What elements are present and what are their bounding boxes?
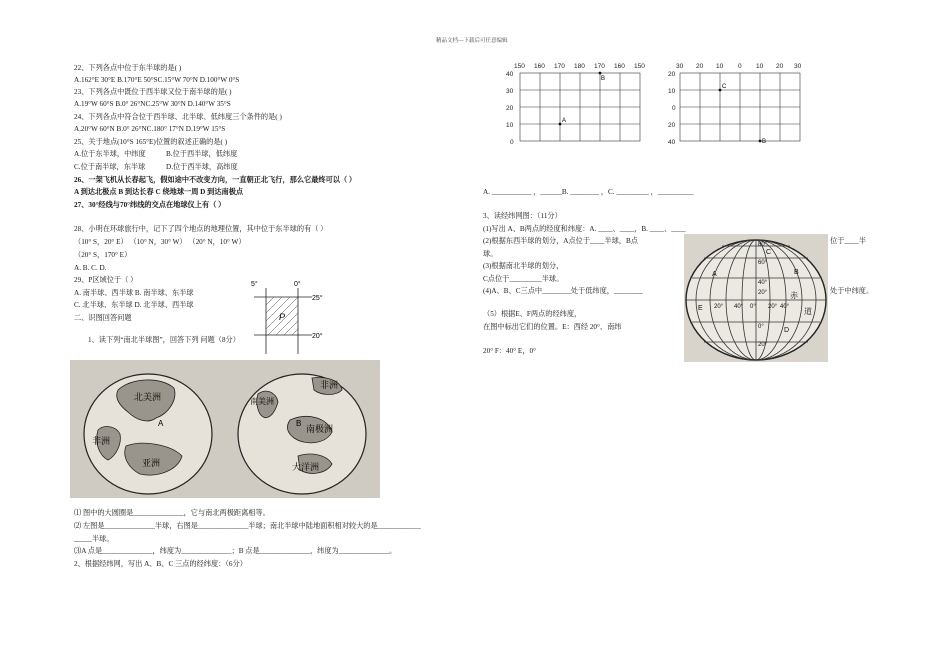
grid1-top-label: 170: [594, 63, 605, 70]
question-1-part-1: ⑴ 图中的大圆圈是______________，它与南北两极距离相等。: [74, 509, 270, 517]
label-oceania: 大洋洲: [292, 462, 320, 472]
grid2-point-b: [759, 140, 762, 143]
question-2-title: 2、根据经纬网，写出 A、B、C 三点的经纬度：（6分）: [74, 560, 247, 568]
globe-lat-label: 80°: [758, 242, 768, 248]
point-a-label: A: [158, 419, 164, 428]
grid1-top-label: 160: [614, 63, 625, 70]
question-3-title: 3、读经纬网图：（11分）: [483, 212, 562, 220]
globe-lon-label: 40°: [780, 304, 790, 310]
p-region-figure: [248, 278, 332, 356]
question-1-part-2: ⑵ 左图是______________半球，右图是______________半球；南北半球中陆地面积相对较大的是____________: [74, 522, 421, 530]
label-south-america: 南美洲: [250, 397, 274, 406]
grid2-top-label: 30: [794, 63, 802, 70]
question-23-options: A.19°W 60°S B.0° 26°NC.25°W 30°N D.140°W 35°S: [74, 100, 231, 108]
p-lon-label-left: 5°: [251, 281, 258, 288]
globe-lon-label: 40°: [734, 304, 744, 310]
question-3-part-5b: 在图中标出它们的位置。E：西经 20°、南纬: [483, 323, 622, 331]
globe-equator-label-1: 赤: [790, 291, 798, 300]
grid1-left-label: 0: [510, 139, 514, 146]
question-3-part-5: （5）根据E、F两点的经纬度，: [483, 310, 582, 318]
globe-grid-image: [684, 234, 828, 362]
hemisphere-maps-image: [70, 360, 380, 498]
globe-lon-label: 20°: [768, 304, 778, 310]
grid1-left-label: 20: [506, 105, 514, 112]
globe-lon-label: 20°: [714, 304, 724, 310]
globe-point-a: A: [712, 271, 717, 278]
p-lat-label-bottom: 20°: [312, 333, 323, 340]
question-3-part-3: (3)根据南北半球的划分，: [483, 262, 564, 270]
globe-point-b: B: [794, 269, 799, 276]
grid1-top-label: 180: [574, 63, 585, 70]
grid2-top-label: 30: [676, 63, 684, 70]
grid2-top-label: 10: [716, 63, 724, 70]
grid1-point-b-label: B: [601, 76, 606, 82]
grid1-left-label: 40: [506, 71, 514, 78]
question-1-part-3: ⑶A 点是______________，纬度为______________；B 点是______________，纬度为______________。: [74, 547, 397, 555]
question-25-option-c: C.位于南半球，东半球: [74, 163, 146, 171]
question-29-options-ab: A. 南半球、西半球 B. 南半球、东半球: [74, 289, 194, 297]
question-27: 27、30°经线与70°纬线的交点在地球仪上有（ ）: [74, 201, 226, 209]
grid2-left-label: 20: [668, 71, 676, 78]
lat-lon-grid-1: [500, 60, 660, 148]
globe-lat-label: 20°: [758, 290, 768, 296]
grid1-left-label: 10: [506, 122, 514, 129]
grid2-point-b-label: B: [762, 139, 767, 145]
globe-equator-label-2: 道: [804, 307, 812, 316]
globe-lon-label: 0°: [750, 304, 756, 310]
question-24-options: A.20°W 60°N B.0° 26°NC.180° 17°N D.19°W 15°S: [74, 125, 226, 133]
label-asia: 亚洲: [142, 458, 161, 468]
grid1-point-b: [599, 72, 602, 75]
grid2-point-c-label: C: [722, 84, 727, 90]
label-africa-right: 非洲: [320, 380, 339, 390]
point-b-label: B: [296, 419, 302, 428]
grid2-left-label: 10: [668, 88, 676, 95]
question-24: 24、下列各点中符合位于西半球、北半球、低纬度三个条件的是( ): [74, 113, 282, 121]
grid2-point-c: [719, 89, 722, 92]
question-3-part-4-right: 处于中纬度。: [830, 287, 874, 295]
label-antarctica: 南极洲: [306, 424, 334, 434]
question-3-part-4: (4)A、B、C三点中________处于低纬度，________: [483, 287, 643, 295]
question-28-options: A. B. C. D.: [74, 264, 107, 272]
question-22: 22、下列各点中位于东半球的是( ): [74, 64, 182, 72]
p-lat-label-top: 25°: [312, 295, 323, 302]
globe-point-d: D: [784, 327, 790, 334]
question-25: 25、关于地点(10°S 165°E)位置的叙述正确的是( ): [74, 138, 228, 146]
section-2-title: 二、识图回答问题: [74, 314, 132, 322]
grid1-point-a-label: A: [562, 118, 567, 124]
grid2-top-label: 20: [696, 63, 704, 70]
globe-point-c: C: [766, 249, 772, 256]
question-26: 26、一架飞机从长春起飞，假如途中不改变方向，一直朝正北飞行，那么它最终可以（ ）: [74, 176, 357, 184]
question-22-options: A.162°E 30°E B.170°E 50°SC.15°W 70°N D.100°W 0°S: [74, 76, 240, 84]
grid1-point-a: [559, 123, 562, 126]
grid1-top-label: 150: [634, 63, 645, 70]
p-lon-label-right: 0°: [294, 281, 301, 288]
globe-lat-label: 20°: [758, 342, 768, 348]
grid1-top-label: 170: [554, 63, 565, 70]
question-29: 29、P区域位于（ ）: [74, 276, 138, 284]
question-3-part-2b: 球。: [483, 250, 498, 258]
globe-lat-label: 60°: [758, 260, 768, 266]
question-23: 23、下列各点中既位于西半球又位于南半球的是( ): [74, 88, 232, 96]
question-3-part-2-right: 位于____半: [830, 237, 866, 245]
question-28-points-2: （20° S，170° E）: [74, 251, 132, 259]
question-25-option-d: D.位于西半球，高纬度: [166, 163, 238, 171]
question-28: 28、小明在环球旅行中，记下了四个地点的地理位置，其中位于东半球的有（ ）: [74, 225, 328, 233]
grid1-left-label: 30: [506, 88, 514, 95]
question-25-option-a: A.位于东半球，中纬度: [74, 150, 146, 158]
question-29-options-cd: C. 北半球、东半球 D. 北半球、西半球: [74, 301, 194, 309]
question-1-title: 1、读下列“南北半球图”，回答下列 问题（8分）: [88, 336, 240, 344]
grid1-top-label: 160: [534, 63, 545, 70]
globe-lat-label: 40°: [758, 280, 768, 286]
question-3-part-2: (2)根据东西半球的划分，A点位于____半球，B点: [483, 237, 638, 245]
lat-lon-grid-2: [664, 60, 806, 148]
label-north-america: 北美洲: [134, 392, 162, 402]
page-header: 精品文档---下载后可任意编辑: [436, 38, 508, 44]
question-3-part-1: (1)写出 A、B两点的经度和纬度：A. ____、____，B. ____、____: [483, 225, 686, 233]
grid1-top-label: 150: [514, 63, 525, 70]
grid2-left-label: 20: [668, 122, 676, 129]
grid2-top-label: 10: [756, 63, 764, 70]
globe-lat-label: 0°: [758, 324, 764, 330]
grid2-top-label: 0: [738, 63, 742, 70]
answer-line: A. ___________ ，______B. ________ ，C. _________ ，__________: [483, 188, 694, 196]
grid2-left-label: 0: [672, 105, 676, 112]
grid2-left-label: 40: [668, 139, 676, 146]
question-3-part-3b: C点位于_________半球。: [483, 275, 564, 283]
grid2-top-label: 20: [776, 63, 784, 70]
p-region-label: P: [279, 312, 286, 322]
globe-point-e: E: [698, 305, 703, 312]
question-26-options: A 到达北极点 B 到达长春 C 绕地球一周 D 到达南极点: [74, 188, 244, 196]
label-africa-left: 非洲: [92, 436, 111, 446]
question-25-option-b: B.位于西半球，低纬度: [166, 150, 238, 158]
question-3-part-5c: 20° F：40° E，0°: [483, 347, 536, 355]
question-1-part-2b: _____半球。: [74, 535, 114, 543]
question-28-points-1: （10° S，20° E） （10° N，30° W） （20° N，10° W）: [74, 238, 246, 246]
